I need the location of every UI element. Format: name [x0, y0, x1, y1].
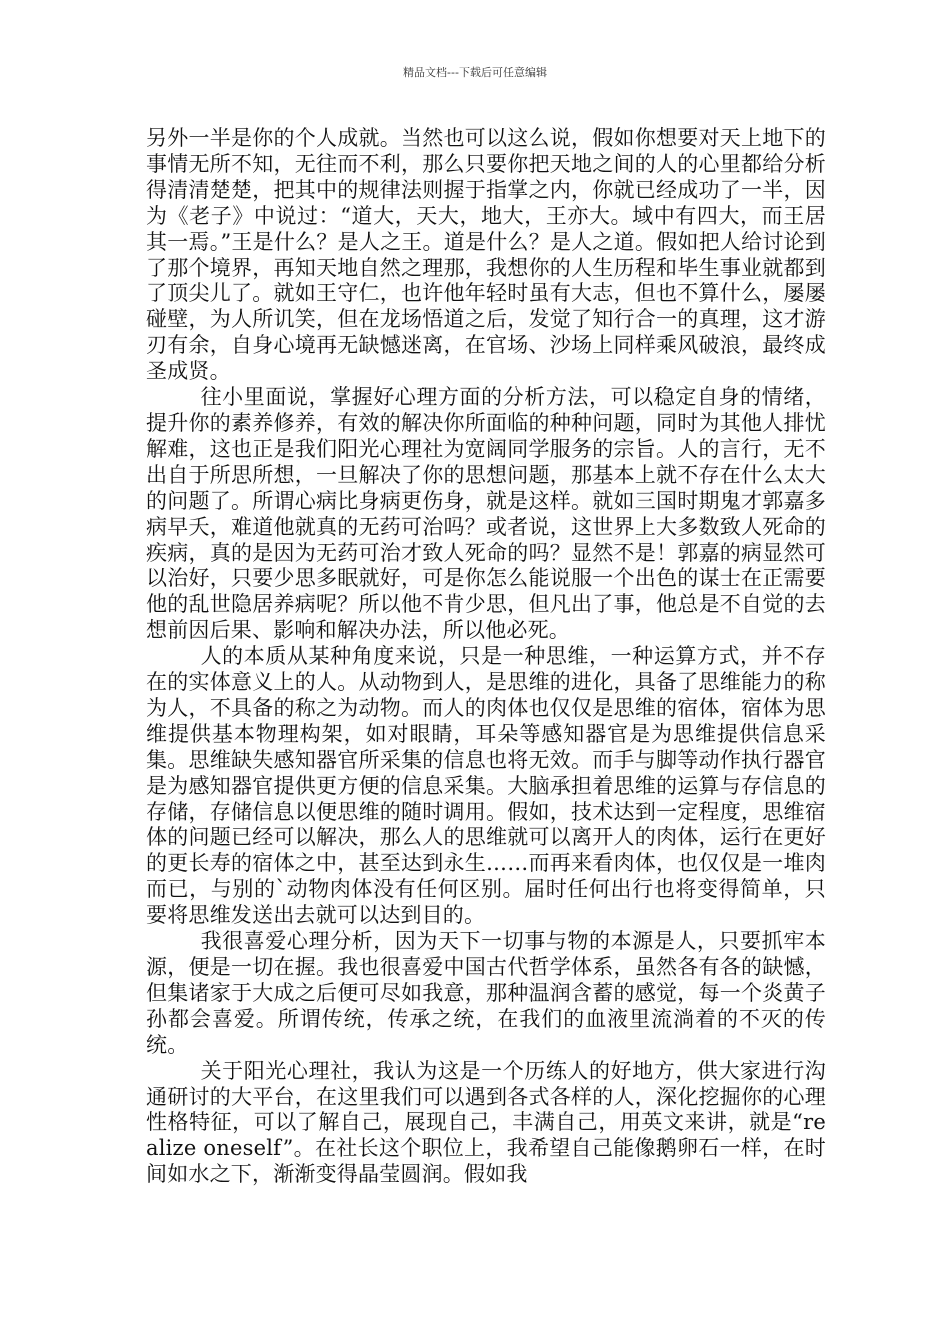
- paragraph-1: 另外一半是你的个人成就。当然也可以这么说，假如你想要对天上地下的事情无所不知，无往而不利，那么只要你把天地之间的人的心里都给分析得清清楚楚，把其中的规律法则握于指掌之内，你就已经成功了一半，因为《老子》中说过：“道大，天大，地大，王亦大。域中有四大，而王居其一焉。”王是什么？是人之王。道是什么？是人之道。假如把人给讨论到了那个境界，再知天地自然之理那，我想你的人生历程和毕生事业就都到了顶尖儿了。就如王守仁，也许他年轻时虽有大志，但也不算什么，屡屡碰壁，为人所讥笑，但在龙场悟道之后，发觉了知行合一的真理，这才游刃有余，自身心境再无缺憾迷离，在官场、沙场上同样乘风破浪，最终成圣成贤。: [146, 126, 826, 384]
- paragraph-4: 我很喜爱心理分析，因为天下一切事与物的本源是人，只要抓牢本源，便是一切在握。我也很喜爱中国古代哲学体系，虽然各有各的缺憾，但集诸家于大成之后便可尽如我意，那种温润含蓄的感觉，每一个炎黄子孙都会喜爱。所谓传统，传承之统，在我们的血液里流淌着的不灭的传统。: [146, 929, 826, 1057]
- document-body: [146, 126, 826, 1188]
- paragraph-3: 人的本质从某种角度来说，只是一种思维，一种运算方式，并不存在的实体意义上的人。从动物到人，是思维的进化，具备了思维能力的称为人，不具备的称之为动物。而人的肉体也仅仅是思维的宿体，宿体为思维提供基本物理构架，如对眼睛，耳朵等感知器官是为思维提供信息采集。思维缺失感知器官所采集的信息也将无效。而手与脚等动作执行器官是为感知器官提供更方便的信息采集。大脑承担着思维的运算与存信息的存储，存储信息以便思维的随时调用。假如，技术达到一定程度，思维宿体的问题已经可以解决，那么人的思维就可以离开人的肉体，运行在更好的更长寿的宿体之中，甚至达到永生……而再来看肉体，也仅仅是一堆肉而已，与别的`动物肉体没有任何区别。届时任何出行也将变得简单，只要将思维发送出去就可以达到目的。: [146, 644, 826, 928]
- paragraph-5: 关于阳光心理社，我认为这是一个历练人的好地方，供大家进行沟通研讨的大平台，在这里我们可以遇到各式各样的人，深化挖掘你的心理性格特征，可以了解自己，展现自己，丰满自己，用英文来讲，就是“realize oneself”。在社长这个职位上，我希望自己能像鹅卵石一样，在时间如水之下，渐渐变得晶莹圆润。假如我: [146, 1058, 826, 1187]
- page-header: 精品文档---下载后可任意编辑: [403, 66, 547, 79]
- paragraph-2: 往小里面说，掌握好心理方面的分析方法，可以稳定自身的情绪，提升你的素养修养，有效的解决你所面临的种种问题，同时为其他人排忧解难，这也正是我们阳光心理社为宽阔同学服务的宗旨。人的言行，无不出自于所思所想，一旦解决了你的思想问题，那基本上就不存在什么太大的问题了。所谓心病比身病更伤身，就是这样。就如三国时期鬼才郭嘉多病早夭，难道他就真的无药可治吗？或者说，这世界上大多数致人死命的疾病，真的是因为无药可治才致人死命的吗？显然不是！郭嘉的病显然可以治好，只要少思多眠就好，可是你怎么能说服一个出色的谋士在正需要他的乱世隐居养病呢？所以他不肯少思，但凡出了事，他总是不自觉的去想前因后果、影响和解决办法，所以他必死。: [146, 385, 826, 643]
